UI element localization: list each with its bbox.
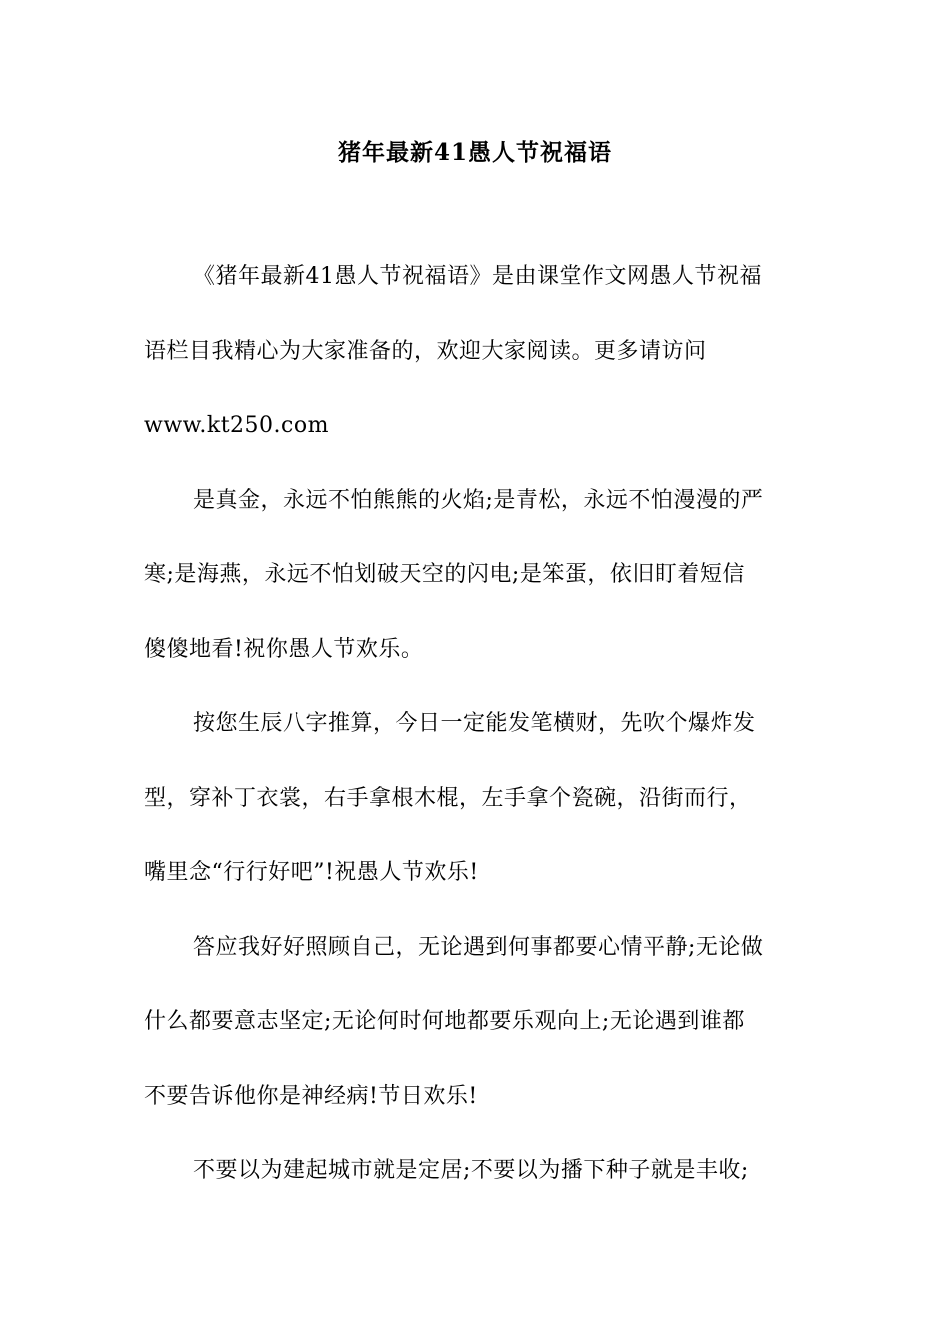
paragraph-1-line-1: 《猪年最新41愚人节祝福语》是由课堂作文网愚人节祝福 bbox=[193, 264, 762, 289]
paragraph-4-line-1: 答应我好好照顾自己，无论遇到何事都要心情平静;无论做 bbox=[193, 935, 764, 960]
paragraph-2-line-3: 傻傻地看!祝你愚人节欢乐。 bbox=[144, 637, 424, 662]
paragraph-3-line-3: 嘴里念“行行好吧”!祝愚人节欢乐! bbox=[144, 860, 479, 885]
paragraph-4-line-3: 不要告诉他你是神经病!节日欢乐! bbox=[144, 1084, 478, 1109]
paragraph-1-line-3: www.kt250.com bbox=[144, 413, 329, 438]
paragraph-1-line-2: 语栏目我精心为大家准备的，欢迎大家阅读。更多请访问 bbox=[144, 339, 707, 364]
paragraph-2-line-1: 是真金，永远不怕熊熊的火焰;是青松，永远不怕漫漫的严 bbox=[193, 488, 764, 513]
paragraph-3-line-1: 按您生辰八字推算，今日一定能发笔横财，先吹个爆炸发 bbox=[193, 711, 756, 736]
paragraph-4-line-2: 什么都要意志坚定;无论何时何地都要乐观向上;无论遇到谁都 bbox=[144, 1009, 745, 1034]
paragraph-2-line-2: 寒;是海燕，永远不怕划破天空的闪电;是笨蛋，依旧盯着短信 bbox=[144, 562, 745, 587]
page-title: 猪年最新41愚人节祝福语 bbox=[337, 139, 612, 166]
paragraph-3-line-2: 型，穿补丁衣裳，右手拿根木棍，左手拿个瓷碗，沿街而行， bbox=[144, 786, 752, 811]
paragraph-5-line-1: 不要以为建起城市就是定居;不要以为播下种子就是丰收; bbox=[193, 1158, 749, 1183]
